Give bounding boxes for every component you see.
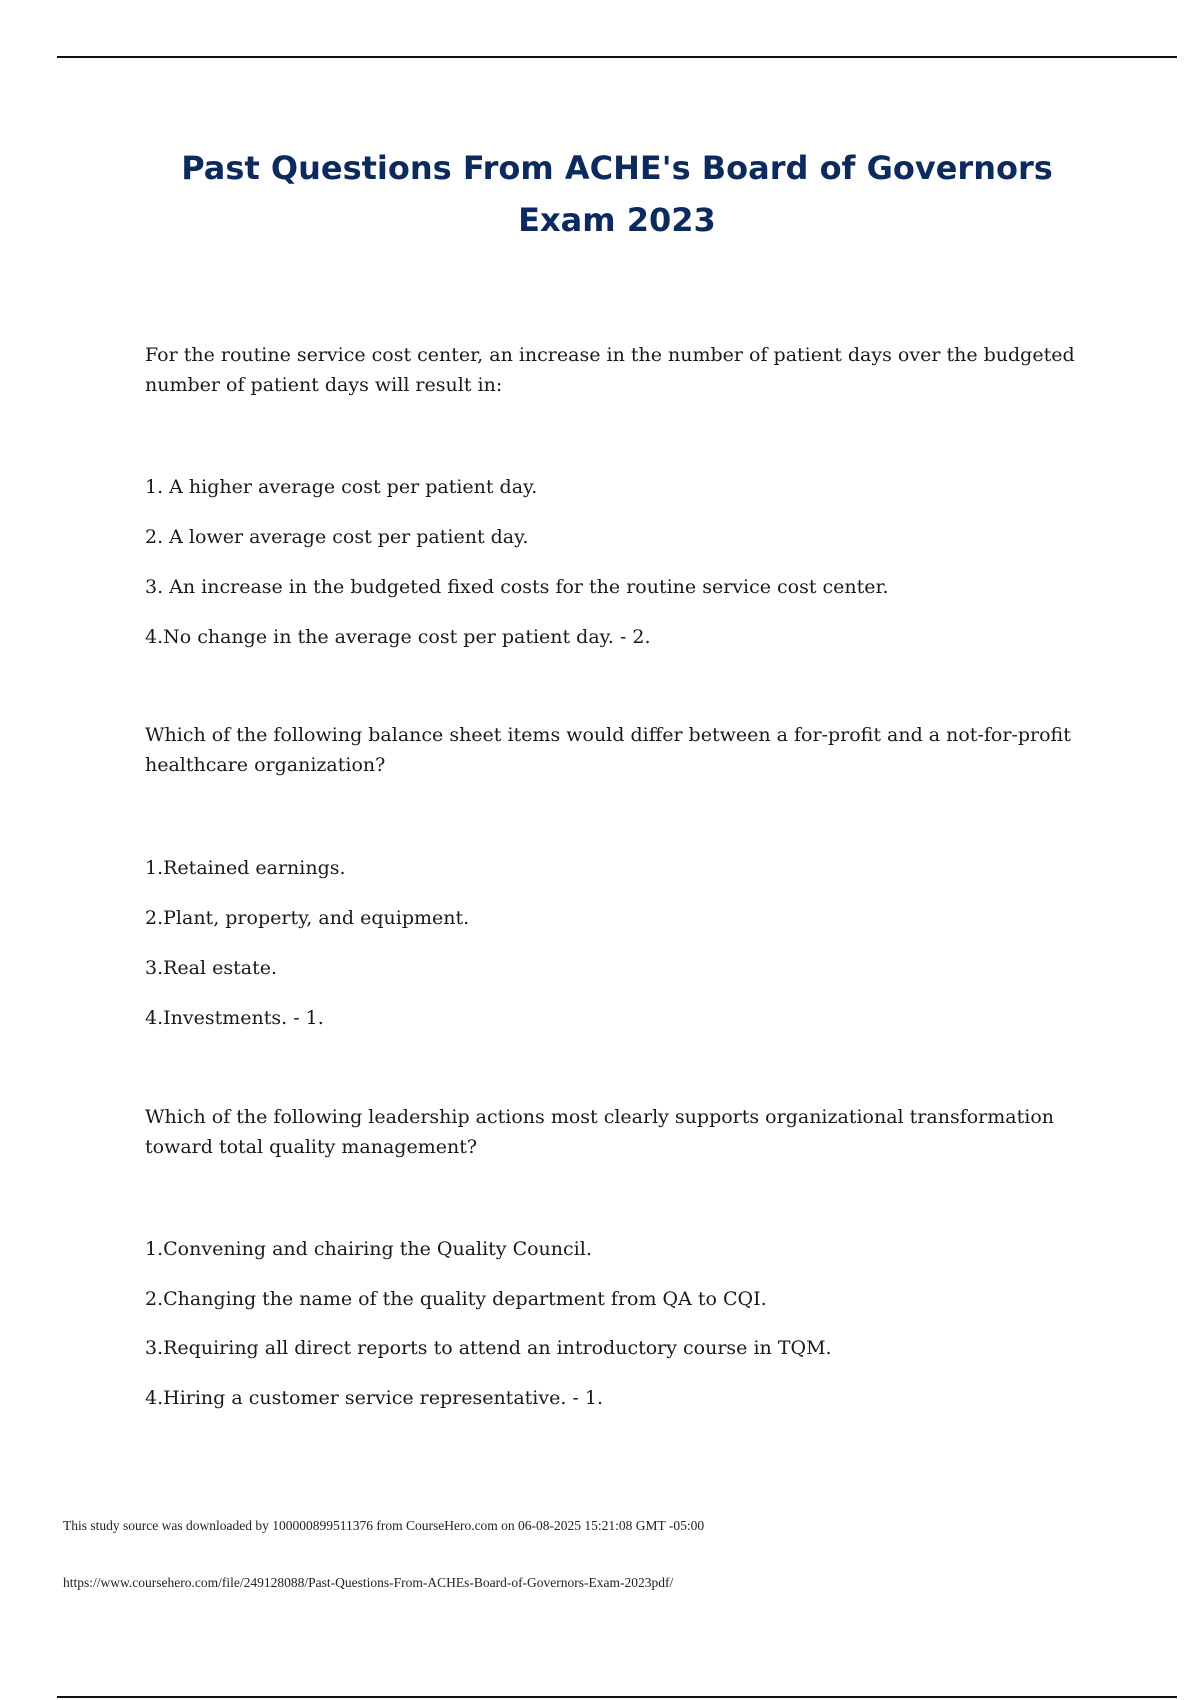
- question-1-option-2: 2. A lower average cost per patient day.: [145, 526, 529, 548]
- question-3-option-4: 4.Hiring a customer service representative. - 1.: [145, 1387, 604, 1409]
- question-3-option-3: 3.Requiring all direct reports to attend an introductory course in TQM.: [145, 1337, 832, 1359]
- download-note: This study source was downloaded by 100000899511376 from CourseHero.com on 06-08-2025 15:21:08 GMT -05:00: [63, 1518, 705, 1533]
- question-3-text: Which of the following leadership actions most clearly supports organizational transformation toward total quality management?: [145, 1106, 1054, 1158]
- question-2-text: Which of the following balance sheet items would differ between a for-profit and a not-for-profit healthcare organization?: [145, 724, 1071, 776]
- question-1-option-3: 3. An increase in the budgeted fixed costs for the routine service cost center.: [145, 576, 889, 598]
- page-title: [100, 142, 1134, 246]
- question-2-option-3: 3.Real estate.: [145, 957, 277, 979]
- bottom-rule: [57, 1696, 1177, 1698]
- question-3-option-2: 2.Changing the name of the quality department from QA to CQI.: [145, 1288, 767, 1310]
- title-line-2: Exam 2023: [518, 201, 716, 239]
- title-line-1: Past Questions From ACHE's Board of Governors: [181, 149, 1053, 187]
- question-1-option-4: 4.No change in the average cost per patient day. - 2.: [145, 626, 651, 648]
- question-1-option-1: 1. A higher average cost per patient day.: [145, 476, 538, 498]
- question-3-option-1: 1.Convening and chairing the Quality Council.: [145, 1238, 592, 1260]
- source-url: https://www.coursehero.com/file/249128088/Past-Questions-From-ACHEs-Board-of-Governors-Exam-2023pdf/: [63, 1575, 674, 1590]
- question-2-option-2: 2.Plant, property, and equipment.: [145, 907, 470, 929]
- question-2-option-1: 1.Retained earnings.: [145, 857, 346, 879]
- question-2-option-4: 4.Investments. - 1.: [145, 1007, 324, 1029]
- question-1-text: For the routine service cost center, an increase in the number of patient days over the budgeted number of patient days will result in:: [145, 344, 1075, 396]
- top-rule: [57, 56, 1177, 58]
